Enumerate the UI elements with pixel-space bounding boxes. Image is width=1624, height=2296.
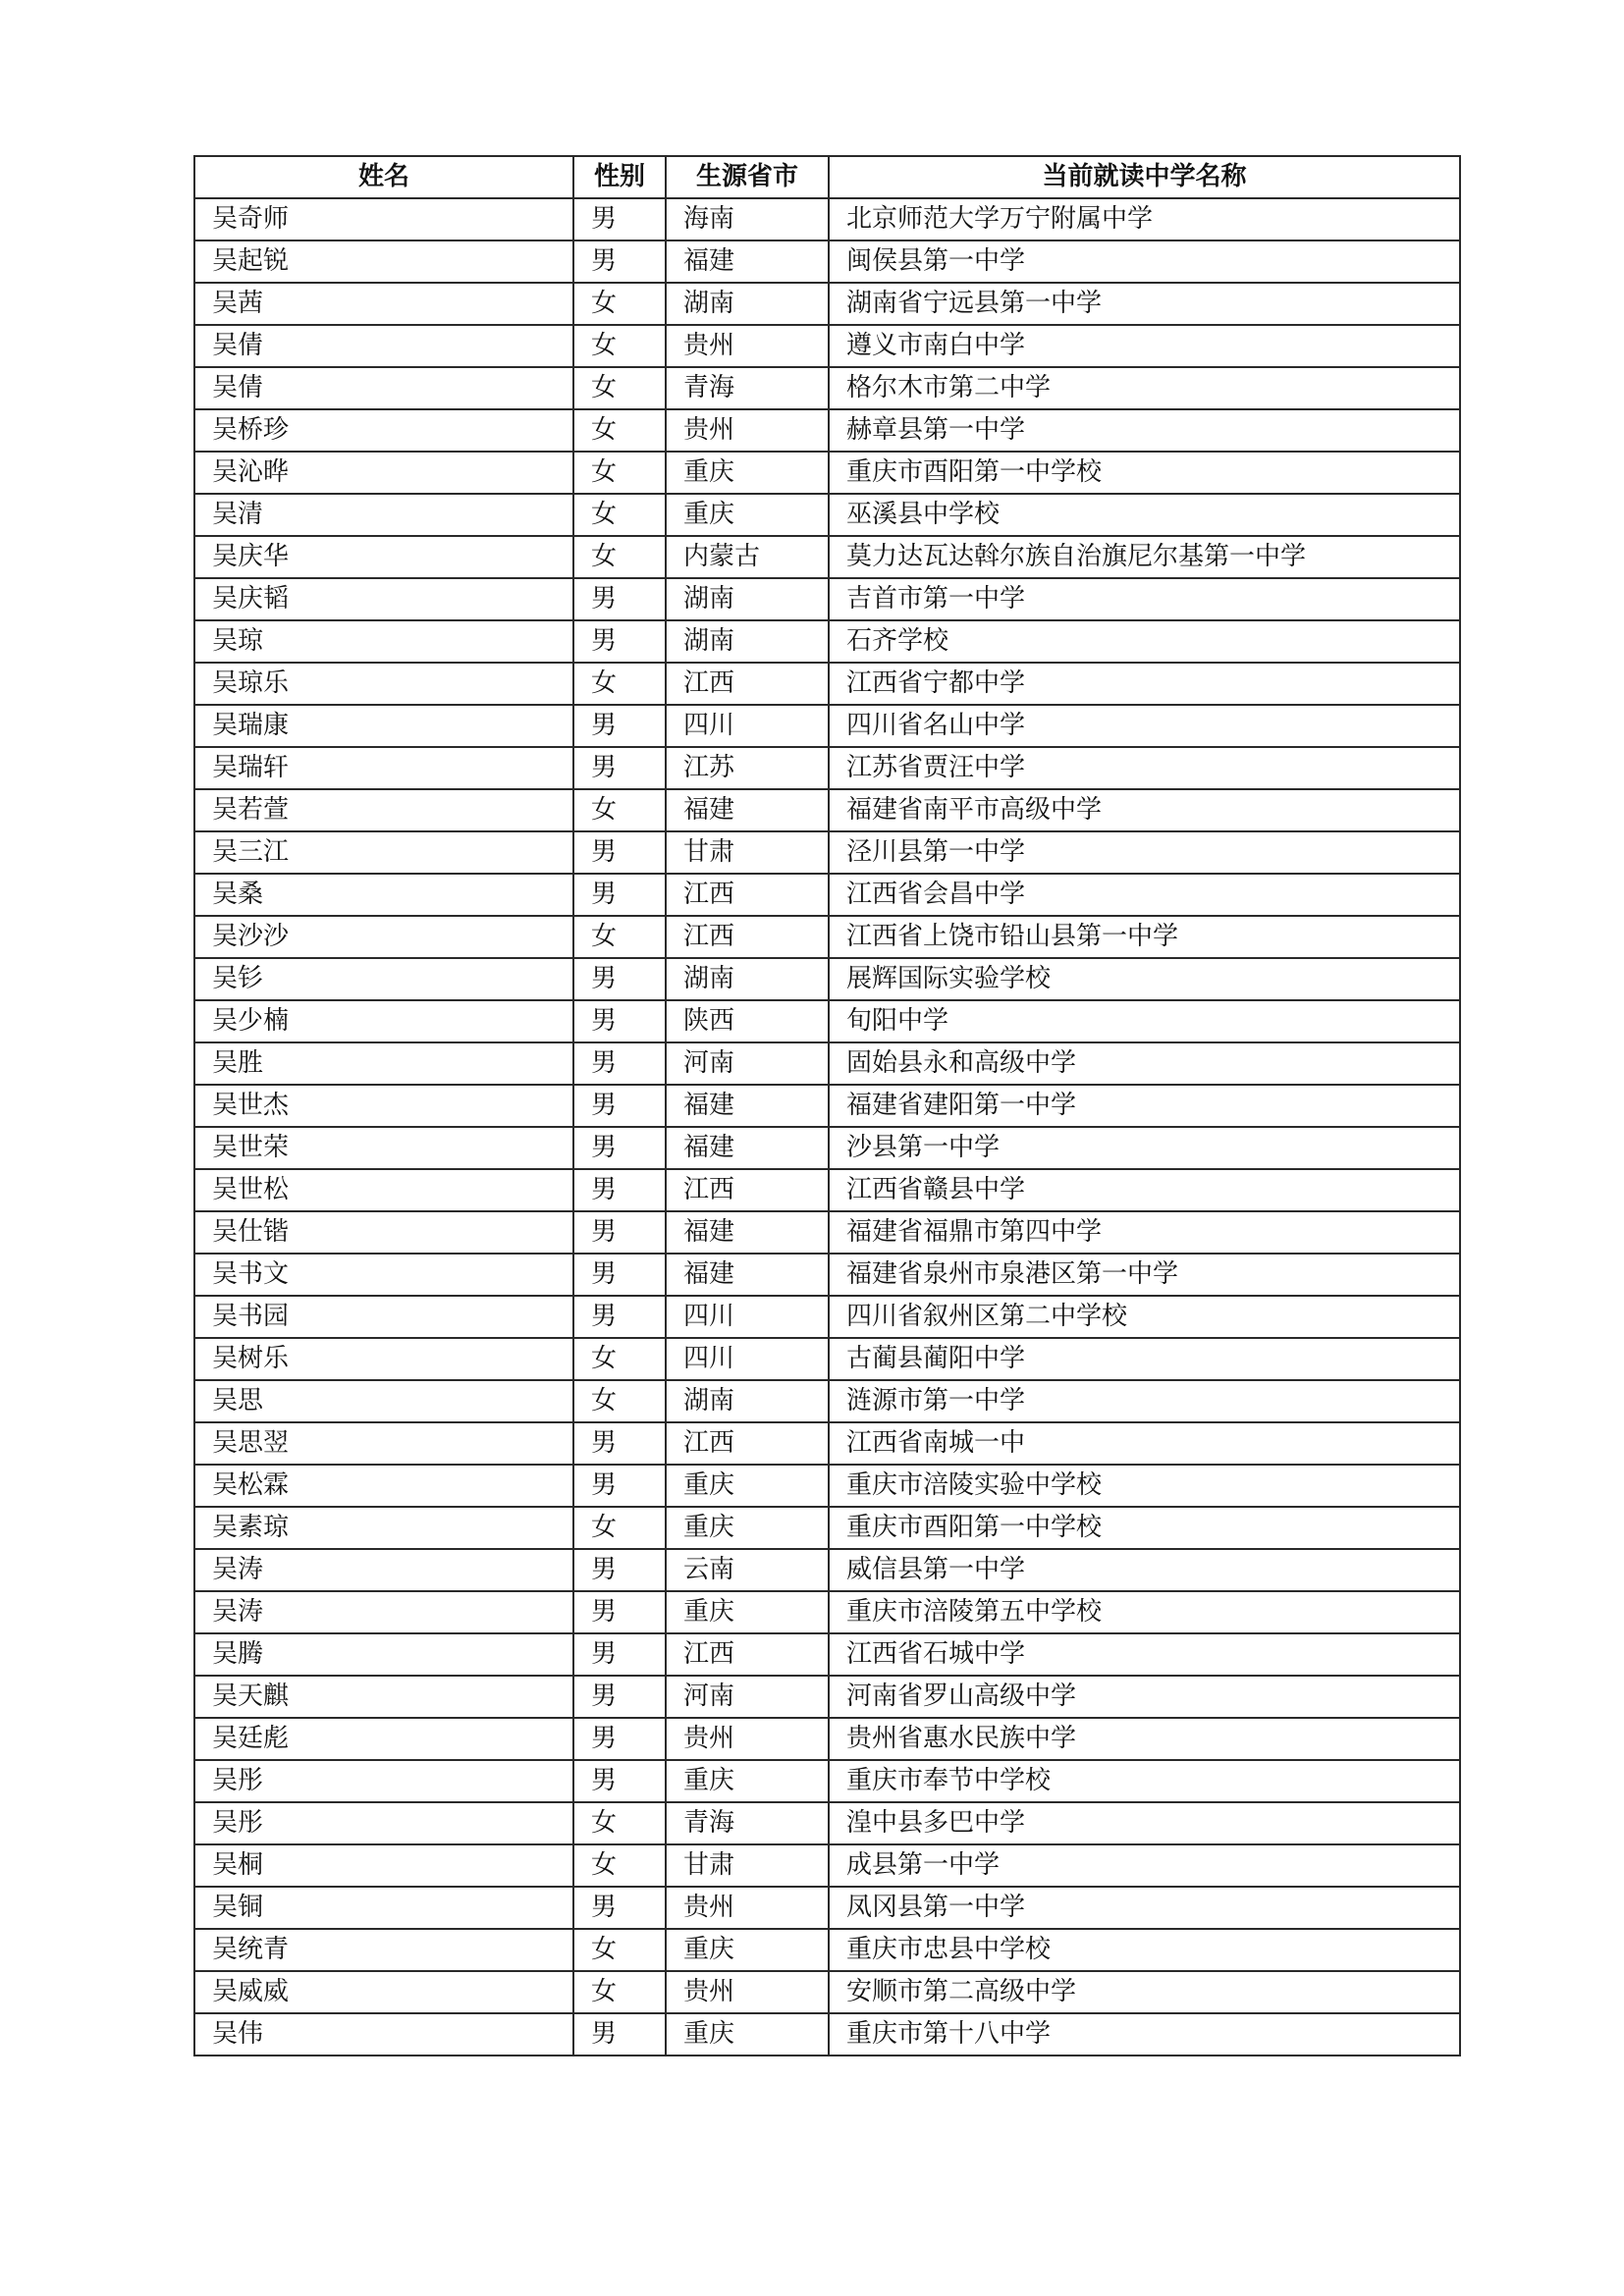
province-cell: 湖南 — [666, 283, 829, 325]
student-name-cell: 吴桐 — [194, 1844, 573, 1887]
table-row — [194, 1802, 1460, 1844]
school-name-cell: 重庆市酉阳第一中学校 — [829, 452, 1460, 494]
table-row — [194, 578, 1460, 620]
school-name-cell: 贵州省惠水民族中学 — [829, 1718, 1460, 1760]
student-name-cell: 吴伟 — [194, 2013, 573, 2056]
table-row — [194, 958, 1460, 1000]
school-name-cell: 固始县永和高级中学 — [829, 1042, 1460, 1085]
gender-cell: 男 — [573, 1127, 666, 1169]
table-row — [194, 1000, 1460, 1042]
school-name-cell: 重庆市奉节中学校 — [829, 1760, 1460, 1802]
student-name-cell: 吴彤 — [194, 1760, 573, 1802]
school-name-cell: 赫章县第一中学 — [829, 409, 1460, 452]
school-name-cell: 重庆市第十八中学 — [829, 2013, 1460, 2056]
gender-cell: 男 — [573, 1042, 666, 1085]
table-row — [194, 1676, 1460, 1718]
school-name-cell: 沙县第一中学 — [829, 1127, 1460, 1169]
gender-cell: 男 — [573, 1000, 666, 1042]
school-name-cell: 展辉国际实验学校 — [829, 958, 1460, 1000]
table-row — [194, 1127, 1460, 1169]
gender-cell: 女 — [573, 1380, 666, 1422]
table-row — [194, 325, 1460, 367]
province-cell: 青海 — [666, 367, 829, 409]
student-name-cell: 吴沁晔 — [194, 452, 573, 494]
province-cell: 重庆 — [666, 1929, 829, 1971]
province-cell: 福建 — [666, 240, 829, 283]
province-cell: 四川 — [666, 705, 829, 747]
province-cell: 湖南 — [666, 958, 829, 1000]
student-name-cell: 吴三江 — [194, 831, 573, 874]
school-name-cell: 重庆市忠县中学校 — [829, 1929, 1460, 1971]
gender-cell: 男 — [573, 1169, 666, 1211]
school-name-cell: 福建省南平市高级中学 — [829, 789, 1460, 831]
column-header-name: 姓名 — [194, 156, 573, 198]
gender-cell: 女 — [573, 789, 666, 831]
table-row — [194, 367, 1460, 409]
student-name-cell: 吴彤 — [194, 1802, 573, 1844]
table-header-row — [194, 156, 1460, 198]
province-cell: 福建 — [666, 1211, 829, 1254]
school-name-cell: 旬阳中学 — [829, 1000, 1460, 1042]
gender-cell: 男 — [573, 958, 666, 1000]
student-name-cell: 吴起锐 — [194, 240, 573, 283]
table-row — [194, 1844, 1460, 1887]
student-name-cell: 吴世松 — [194, 1169, 573, 1211]
gender-cell: 男 — [573, 1718, 666, 1760]
student-name-cell: 吴书文 — [194, 1254, 573, 1296]
table-row — [194, 916, 1460, 958]
table-row — [194, 1169, 1460, 1211]
province-cell: 内蒙古 — [666, 536, 829, 578]
table-row — [194, 1507, 1460, 1549]
gender-cell: 男 — [573, 1465, 666, 1507]
table-row — [194, 536, 1460, 578]
student-name-cell: 吴琼乐 — [194, 663, 573, 705]
province-cell: 湖南 — [666, 578, 829, 620]
gender-cell: 女 — [573, 1338, 666, 1380]
province-cell: 甘肃 — [666, 831, 829, 874]
school-name-cell: 吉首市第一中学 — [829, 578, 1460, 620]
student-name-cell: 吴涛 — [194, 1591, 573, 1633]
table-row — [194, 705, 1460, 747]
student-name-cell: 吴铜 — [194, 1887, 573, 1929]
table-row — [194, 1971, 1460, 2013]
gender-cell: 男 — [573, 705, 666, 747]
province-cell: 青海 — [666, 1802, 829, 1844]
table-row — [194, 789, 1460, 831]
school-name-cell: 四川省叙州区第二中学校 — [829, 1296, 1460, 1338]
province-cell: 河南 — [666, 1676, 829, 1718]
province-cell: 甘肃 — [666, 1844, 829, 1887]
table-row — [194, 1085, 1460, 1127]
school-name-cell: 巫溪县中学校 — [829, 494, 1460, 536]
gender-cell: 男 — [573, 1887, 666, 1929]
school-name-cell: 河南省罗山高级中学 — [829, 1676, 1460, 1718]
table-body — [194, 198, 1460, 2056]
school-name-cell: 成县第一中学 — [829, 1844, 1460, 1887]
table-row — [194, 1338, 1460, 1380]
column-header-school: 当前就读中学名称 — [829, 156, 1460, 198]
student-name-cell: 吴统青 — [194, 1929, 573, 1971]
gender-cell: 女 — [573, 452, 666, 494]
table-row — [194, 874, 1460, 916]
province-cell: 福建 — [666, 789, 829, 831]
school-name-cell: 福建省泉州市泉港区第一中学 — [829, 1254, 1460, 1296]
gender-cell: 男 — [573, 1296, 666, 1338]
province-cell: 重庆 — [666, 494, 829, 536]
student-roster-table — [193, 155, 1461, 2056]
table-row — [194, 198, 1460, 240]
gender-cell: 男 — [573, 1085, 666, 1127]
gender-cell: 男 — [573, 1422, 666, 1465]
province-cell: 湖南 — [666, 1380, 829, 1422]
table-row — [194, 1929, 1460, 1971]
province-cell: 福建 — [666, 1085, 829, 1127]
table-row — [194, 831, 1460, 874]
gender-cell: 女 — [573, 1929, 666, 1971]
student-name-cell: 吴廷彪 — [194, 1718, 573, 1760]
gender-cell: 女 — [573, 283, 666, 325]
gender-cell: 男 — [573, 1633, 666, 1676]
gender-cell: 男 — [573, 1254, 666, 1296]
province-cell: 陕西 — [666, 1000, 829, 1042]
school-name-cell: 四川省名山中学 — [829, 705, 1460, 747]
province-cell: 重庆 — [666, 1465, 829, 1507]
school-name-cell: 江西省赣县中学 — [829, 1169, 1460, 1211]
student-name-cell: 吴桑 — [194, 874, 573, 916]
student-name-cell: 吴书园 — [194, 1296, 573, 1338]
school-name-cell: 重庆市涪陵实验中学校 — [829, 1465, 1460, 1507]
school-name-cell: 北京师范大学万宁附属中学 — [829, 198, 1460, 240]
gender-cell: 男 — [573, 1760, 666, 1802]
student-name-cell: 吴茜 — [194, 283, 573, 325]
school-name-cell: 石齐学校 — [829, 620, 1460, 663]
gender-cell: 男 — [573, 747, 666, 789]
province-cell: 贵州 — [666, 1971, 829, 2013]
student-name-cell: 吴威威 — [194, 1971, 573, 2013]
school-name-cell: 遵义市南白中学 — [829, 325, 1460, 367]
table-row — [194, 240, 1460, 283]
student-name-cell: 吴思翌 — [194, 1422, 573, 1465]
gender-cell: 男 — [573, 240, 666, 283]
school-name-cell: 福建省建阳第一中学 — [829, 1085, 1460, 1127]
student-name-cell: 吴素琼 — [194, 1507, 573, 1549]
table-row — [194, 663, 1460, 705]
province-cell: 江西 — [666, 874, 829, 916]
student-name-cell: 吴桥珍 — [194, 409, 573, 452]
school-name-cell: 莫力达瓦达斡尔族自治旗尼尔基第一中学 — [829, 536, 1460, 578]
student-name-cell: 吴奇师 — [194, 198, 573, 240]
student-name-cell: 吴瑞康 — [194, 705, 573, 747]
student-name-cell: 吴沙沙 — [194, 916, 573, 958]
student-name-cell: 吴庆华 — [194, 536, 573, 578]
table-row — [194, 1211, 1460, 1254]
gender-cell: 男 — [573, 198, 666, 240]
school-name-cell: 福建省福鼎市第四中学 — [829, 1211, 1460, 1254]
gender-cell: 男 — [573, 1591, 666, 1633]
province-cell: 重庆 — [666, 1760, 829, 1802]
student-name-cell: 吴瑞轩 — [194, 747, 573, 789]
province-cell: 贵州 — [666, 325, 829, 367]
province-cell: 江西 — [666, 663, 829, 705]
student-name-cell: 吴胜 — [194, 1042, 573, 1085]
province-cell: 湖南 — [666, 620, 829, 663]
province-cell: 贵州 — [666, 1718, 829, 1760]
province-cell: 重庆 — [666, 1591, 829, 1633]
student-name-cell: 吴腾 — [194, 1633, 573, 1676]
student-name-cell: 吴仕锴 — [194, 1211, 573, 1254]
province-cell: 重庆 — [666, 1507, 829, 1549]
gender-cell: 女 — [573, 1844, 666, 1887]
school-name-cell: 威信县第一中学 — [829, 1549, 1460, 1591]
school-name-cell: 闽侯县第一中学 — [829, 240, 1460, 283]
table-row — [194, 1549, 1460, 1591]
student-name-cell: 吴世杰 — [194, 1085, 573, 1127]
student-name-cell: 吴天麒 — [194, 1676, 573, 1718]
gender-cell: 男 — [573, 874, 666, 916]
gender-cell: 女 — [573, 663, 666, 705]
table-row — [194, 494, 1460, 536]
province-cell: 福建 — [666, 1254, 829, 1296]
table-row — [194, 1380, 1460, 1422]
gender-cell: 男 — [573, 1676, 666, 1718]
school-name-cell: 安顺市第二高级中学 — [829, 1971, 1460, 2013]
province-cell: 贵州 — [666, 409, 829, 452]
table-row — [194, 747, 1460, 789]
table-row — [194, 1296, 1460, 1338]
student-name-cell: 吴世荣 — [194, 1127, 573, 1169]
province-cell: 海南 — [666, 198, 829, 240]
gender-cell: 男 — [573, 578, 666, 620]
school-name-cell: 湟中县多巴中学 — [829, 1802, 1460, 1844]
province-cell: 四川 — [666, 1296, 829, 1338]
province-cell: 四川 — [666, 1338, 829, 1380]
school-name-cell: 泾川县第一中学 — [829, 831, 1460, 874]
gender-cell: 女 — [573, 494, 666, 536]
school-name-cell: 湖南省宁远县第一中学 — [829, 283, 1460, 325]
student-name-cell: 吴树乐 — [194, 1338, 573, 1380]
school-name-cell: 江西省会昌中学 — [829, 874, 1460, 916]
student-name-cell: 吴少楠 — [194, 1000, 573, 1042]
student-name-cell: 吴松霖 — [194, 1465, 573, 1507]
student-name-cell: 吴倩 — [194, 325, 573, 367]
province-cell: 重庆 — [666, 452, 829, 494]
province-cell: 江西 — [666, 1422, 829, 1465]
table-row — [194, 283, 1460, 325]
student-name-cell: 吴钐 — [194, 958, 573, 1000]
table-row — [194, 1254, 1460, 1296]
table-row — [194, 1422, 1460, 1465]
table-row — [194, 620, 1460, 663]
table-row — [194, 1591, 1460, 1633]
student-name-cell: 吴涛 — [194, 1549, 573, 1591]
school-name-cell: 江西省宁都中学 — [829, 663, 1460, 705]
student-name-cell: 吴思 — [194, 1380, 573, 1422]
table-row — [194, 2013, 1460, 2056]
table-row — [194, 1718, 1460, 1760]
table-row — [194, 1887, 1460, 1929]
student-name-cell: 吴庆韬 — [194, 578, 573, 620]
school-name-cell: 重庆市酉阳第一中学校 — [829, 1507, 1460, 1549]
gender-cell: 女 — [573, 1971, 666, 2013]
gender-cell: 男 — [573, 1549, 666, 1591]
table-row — [194, 409, 1460, 452]
province-cell: 江西 — [666, 1633, 829, 1676]
student-name-cell: 吴清 — [194, 494, 573, 536]
province-cell: 重庆 — [666, 2013, 829, 2056]
province-cell: 云南 — [666, 1549, 829, 1591]
gender-cell: 男 — [573, 1211, 666, 1254]
province-cell: 江西 — [666, 916, 829, 958]
gender-cell: 女 — [573, 409, 666, 452]
province-cell: 河南 — [666, 1042, 829, 1085]
province-cell: 江苏 — [666, 747, 829, 789]
table-row — [194, 1042, 1460, 1085]
school-name-cell: 重庆市涪陵第五中学校 — [829, 1591, 1460, 1633]
school-name-cell: 江西省上饶市铅山县第一中学 — [829, 916, 1460, 958]
school-name-cell: 江西省南城一中 — [829, 1422, 1460, 1465]
school-name-cell: 格尔木市第二中学 — [829, 367, 1460, 409]
gender-cell: 女 — [573, 916, 666, 958]
gender-cell: 男 — [573, 831, 666, 874]
table-row — [194, 452, 1460, 494]
student-name-cell: 吴若萱 — [194, 789, 573, 831]
province-cell: 贵州 — [666, 1887, 829, 1929]
gender-cell: 女 — [573, 367, 666, 409]
school-name-cell: 江苏省贾汪中学 — [829, 747, 1460, 789]
column-header-gender: 性别 — [573, 156, 666, 198]
school-name-cell: 凤冈县第一中学 — [829, 1887, 1460, 1929]
table-row — [194, 1760, 1460, 1802]
school-name-cell: 江西省石城中学 — [829, 1633, 1460, 1676]
column-header-province: 生源省市 — [666, 156, 829, 198]
school-name-cell: 古蔺县蔺阳中学 — [829, 1338, 1460, 1380]
gender-cell: 女 — [573, 1802, 666, 1844]
table-row — [194, 1633, 1460, 1676]
gender-cell: 男 — [573, 620, 666, 663]
school-name-cell: 涟源市第一中学 — [829, 1380, 1460, 1422]
gender-cell: 女 — [573, 325, 666, 367]
province-cell: 江西 — [666, 1169, 829, 1211]
gender-cell: 女 — [573, 1507, 666, 1549]
gender-cell: 女 — [573, 536, 666, 578]
province-cell: 福建 — [666, 1127, 829, 1169]
gender-cell: 男 — [573, 2013, 666, 2056]
student-name-cell: 吴倩 — [194, 367, 573, 409]
table-row — [194, 1465, 1460, 1507]
student-name-cell: 吴琼 — [194, 620, 573, 663]
